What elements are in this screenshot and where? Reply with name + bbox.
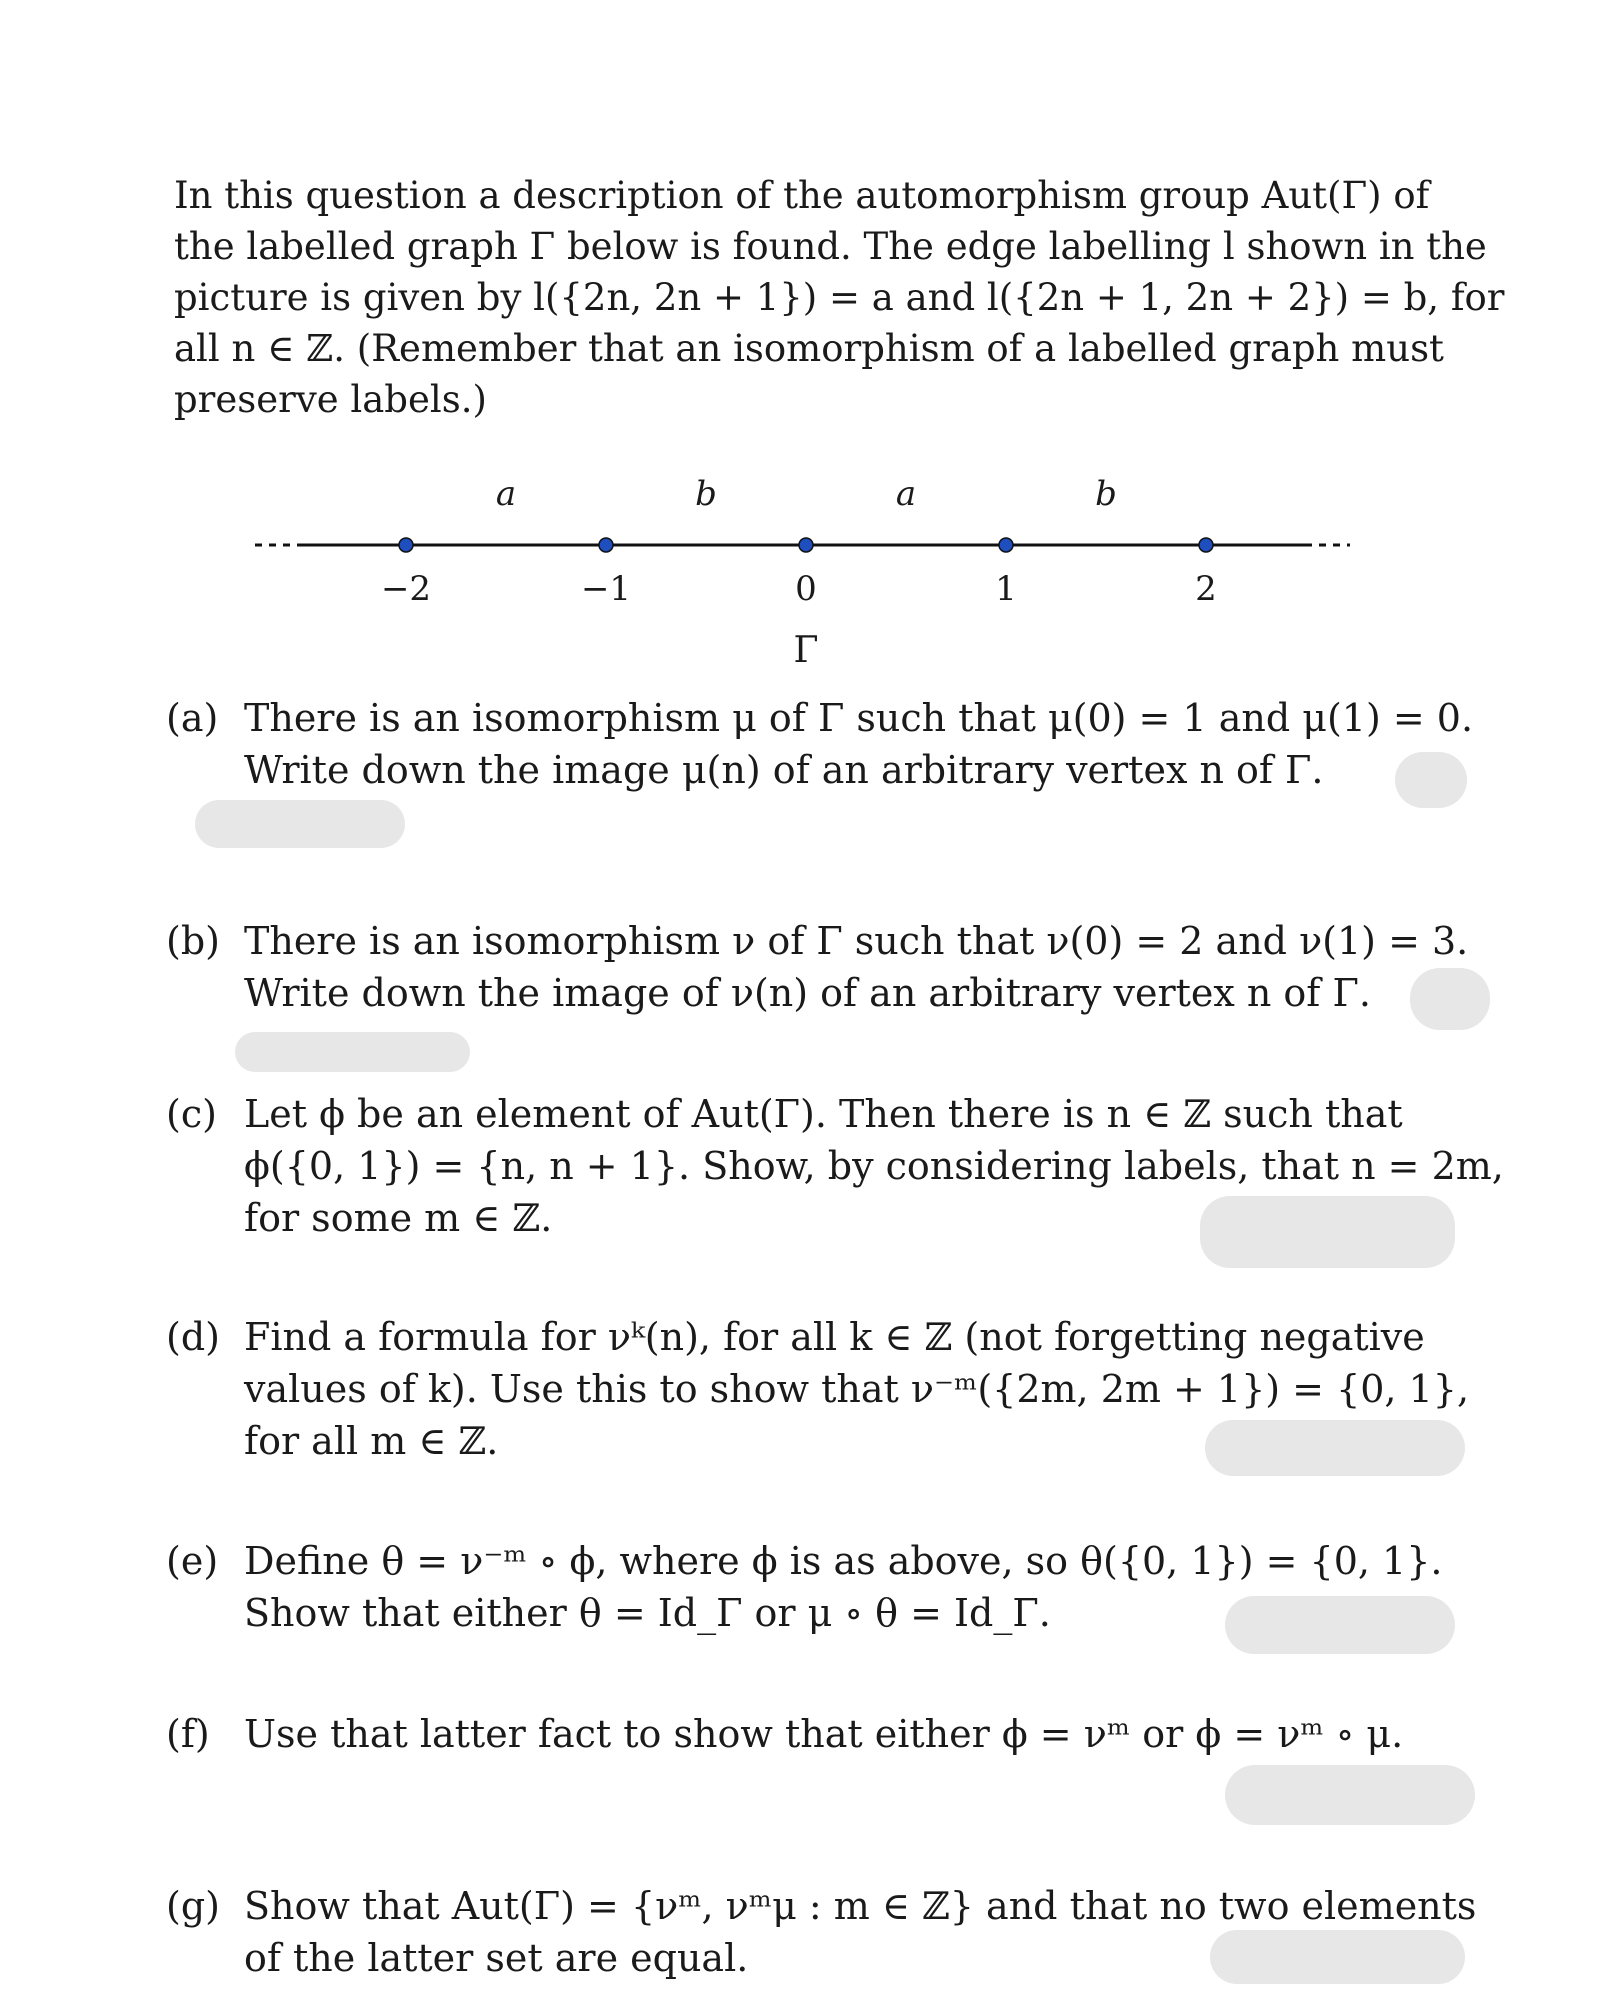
part-line: Use that latter fact to show that either ϕ = νᵐ or ϕ = νᵐ ∘ μ.	[244, 1712, 1404, 1756]
intro-line: picture is given by l({2n, 2n + 1}) = a and l({2n + 1, 2n + 2}) = b, for	[174, 276, 1505, 319]
intro-line: all n ∈ ℤ. (Remember that an isomorphism of a labelled graph must	[174, 327, 1444, 370]
vertex-node	[799, 538, 813, 552]
part-label: (f)	[166, 1712, 210, 1756]
edge-label: a	[495, 474, 517, 514]
part-line: Write down the image μ(n) of an arbitrary vertex n of Γ.	[244, 748, 1324, 792]
vertex-label: −2	[380, 569, 432, 609]
redaction-smudge	[235, 1032, 470, 1072]
part-f	[166, 1708, 1456, 1760]
part-line: of the latter set are equal.	[244, 1936, 749, 1980]
part-line: Find a formula for νᵏ(n), for all k ∈ ℤ (not forgetting negative	[244, 1315, 1425, 1359]
redaction-smudge	[1410, 968, 1490, 1030]
part-label: (b)	[166, 919, 220, 963]
graph-gamma-figure	[0, 0, 1600, 700]
vertex-node	[399, 538, 413, 552]
part-line: Write down the image of ν(n) of an arbitrary vertex n of Γ.	[244, 971, 1371, 1015]
vertex-label: 2	[1195, 569, 1217, 609]
vertex-node	[599, 538, 613, 552]
part-line: ϕ({0, 1}) = {n, n + 1}. Show, by considering labels, that n = 2m,	[244, 1144, 1504, 1188]
intro-line: the labelled graph Γ below is found. The edge labelling l shown in the	[174, 225, 1487, 268]
part-line: Let ϕ be an element of Aut(Γ). Then there is n ∈ ℤ such that	[244, 1092, 1403, 1136]
part-line: Show that either θ = Id_Γ or μ ∘ θ = Id_Γ.	[244, 1591, 1051, 1635]
edge-label: b	[695, 474, 717, 514]
redaction-smudge	[1225, 1765, 1475, 1825]
vertex-node	[999, 538, 1013, 552]
vertex-label: 0	[795, 569, 817, 609]
part-label: (d)	[166, 1315, 220, 1359]
part-a	[166, 692, 1474, 796]
part-label: (g)	[166, 1884, 220, 1928]
part-line: There is an isomorphism μ of Γ such that μ(0) = 1 and μ(1) = 0.	[244, 696, 1474, 740]
edge-label: b	[1095, 474, 1117, 514]
part-b	[166, 915, 1469, 1019]
intro-line: In this question a description of the automorphism group Aut(Γ) of	[174, 174, 1430, 217]
redaction-smudge	[195, 800, 405, 848]
redaction-smudge	[1210, 1930, 1465, 1984]
redaction-smudge	[1225, 1596, 1455, 1654]
part-line: for all m ∈ ℤ.	[244, 1419, 499, 1463]
part-label: (e)	[166, 1539, 219, 1583]
part-line: Define θ = ν⁻ᵐ ∘ ϕ, where ϕ is as above, so θ({0, 1}) = {0, 1}.	[244, 1539, 1443, 1583]
graph-caption: Γ	[793, 630, 819, 671]
part-line: for some m ∈ ℤ.	[244, 1196, 553, 1240]
vertex-label: 1	[995, 569, 1017, 609]
redaction-smudge	[1395, 752, 1467, 808]
part-line: There is an isomorphism ν of Γ such that ν(0) = 2 and ν(1) = 3.	[244, 919, 1469, 963]
part-line: values of k). Use this to show that ν⁻ᵐ({2m, 2m + 1}) = {0, 1},	[244, 1367, 1470, 1411]
vertex-label: −1	[580, 569, 632, 609]
vertex-node	[1199, 538, 1213, 552]
part-label: (a)	[166, 696, 219, 740]
part-line: Show that Aut(Γ) = {νᵐ, νᵐμ : m ∈ ℤ} and that no two elements	[244, 1884, 1477, 1928]
edge-label: a	[895, 474, 917, 514]
redaction-smudge	[1200, 1196, 1455, 1268]
redaction-smudge	[1205, 1420, 1465, 1476]
part-label: (c)	[166, 1092, 217, 1136]
intro-line: preserve labels.)	[174, 378, 487, 421]
